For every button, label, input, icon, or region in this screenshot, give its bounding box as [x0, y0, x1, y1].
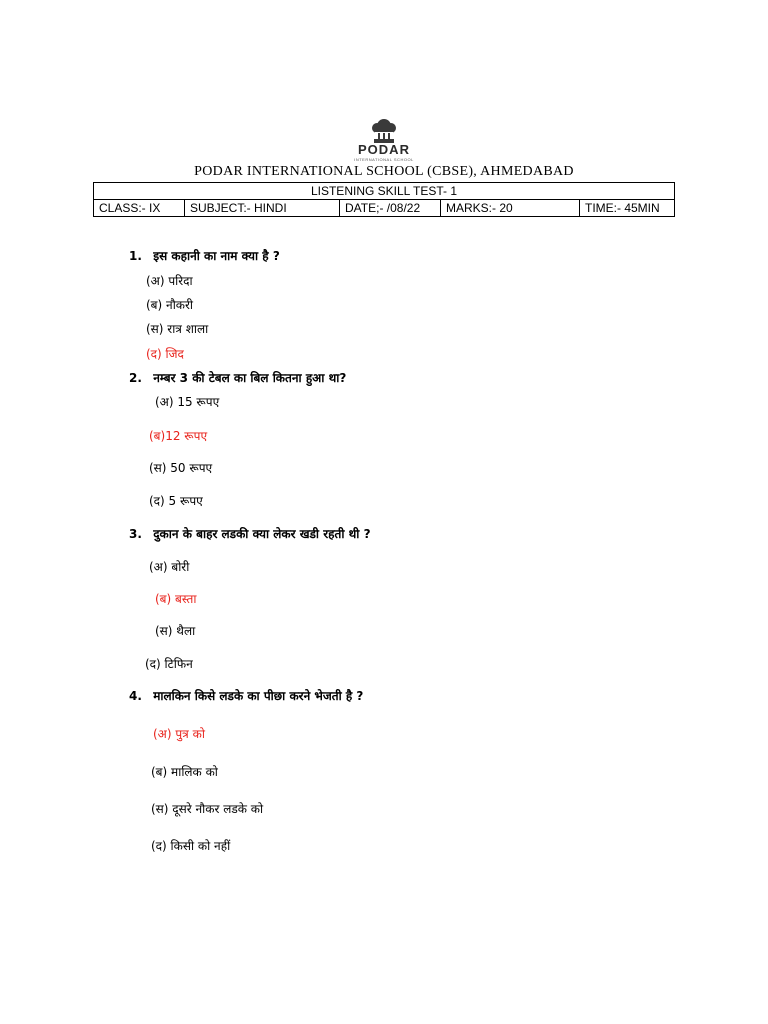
class-cell: CLASS:- IX [94, 200, 185, 217]
question-4 [129, 687, 363, 704]
logo-brand: PODAR [358, 142, 410, 157]
logo-subtext: INTERNATIONAL SCHOOL [354, 157, 414, 162]
question-number: 3. [129, 527, 142, 541]
q4-option-b: (ब) मालिक को [151, 765, 218, 779]
time-cell: TIME:- 45MIN [580, 200, 675, 217]
q1-option-c: (स) रात्र शाला [146, 322, 209, 336]
date-cell: DATE;- /08/22 [340, 200, 441, 217]
question-number: 1. [129, 249, 142, 263]
school-name: PODAR INTERNATIONAL SCHOOL (CBSE), AHMEDABAD [194, 164, 574, 179]
q3-option-a: (अ) बोरी [149, 560, 190, 574]
q2-option-c: (स) 50 रूपए [149, 461, 213, 475]
question-number: 4. [129, 689, 142, 703]
tree-emblem-icon [369, 118, 399, 144]
subject-cell: SUBJECT:- HINDI [185, 200, 340, 217]
question-2 [129, 369, 346, 386]
q2-option-b-answer: (ब)12 रूपए [149, 429, 208, 443]
q2-option-a: (अ) 15 रूपए [155, 395, 220, 409]
school-logo [344, 114, 424, 166]
question-text: दुकान के बाहर लडकी क्या लेकर खडी रहती थी ? [153, 527, 371, 541]
q3-option-b-answer: (ब) बस्ता [155, 592, 197, 606]
q4-option-d: (द) किसी को नहीं [151, 839, 231, 853]
question-text: इस कहानी का नाम क्या है ? [153, 249, 280, 263]
test-title: LISTENING SKILL TEST- 1 [94, 183, 675, 200]
q3-option-d: (द) टिफिन [145, 657, 193, 671]
q4-option-a-answer: (अ) पुत्र को [153, 727, 205, 741]
test-header-table [93, 182, 675, 217]
q4-option-c: (स) दूसरे नौकर लडके को [151, 802, 264, 816]
question-text: नम्बर 3 की टेबल का बिल कितना हुआ था? [153, 371, 347, 385]
question-3 [129, 525, 371, 542]
marks-cell: MARKS:- 20 [441, 200, 580, 217]
q2-option-d: (द) 5 रूपए [149, 494, 203, 508]
q1-option-d-answer: (द) जिद [146, 347, 184, 361]
q1-option-b: (ब) नौकरी [146, 298, 194, 312]
q3-option-c: (स) थैला [155, 624, 196, 638]
question-number: 2. [129, 371, 142, 385]
question-text: मालकिन किसे लडके का पीछा करने भेजती है ? [153, 689, 364, 703]
q1-option-a: (अ) परिदा [146, 274, 193, 288]
question-1 [129, 247, 280, 264]
